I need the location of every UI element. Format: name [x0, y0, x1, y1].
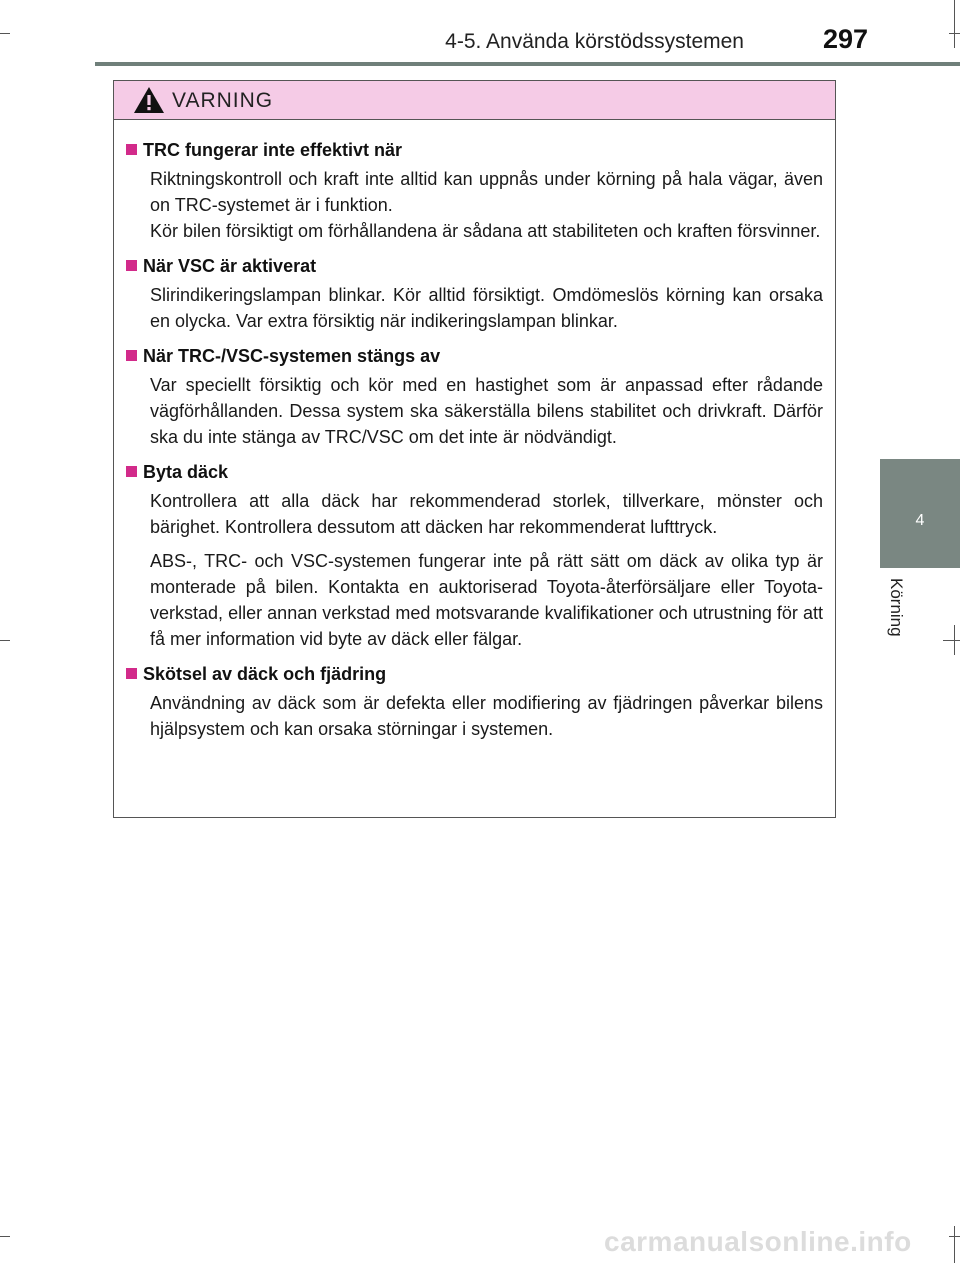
- crop-mark: [954, 1226, 955, 1263]
- crop-mark: [943, 640, 960, 641]
- section-title: 4-5. Använda körstödssystemen: [445, 30, 744, 53]
- paragraph: Kör bilen försiktigt om förhållandena är sådana att stabiliteten och kraften försvinner.: [150, 221, 821, 241]
- watermark-text: carmanualsonline.info: [604, 1226, 912, 1257]
- chapter-label-text: Körning: [887, 578, 906, 637]
- warning-body: [114, 120, 835, 742]
- item-title: När TRC-/VSC-systemen stängs av: [126, 342, 823, 370]
- crop-mark: [0, 33, 10, 34]
- warning-item: [126, 660, 823, 742]
- warning-triangle-icon: [133, 86, 165, 114]
- item-title: Byta däck: [126, 458, 823, 486]
- paragraph: ABS-, TRC- och VSC-systemen fungerar inte på rätt sätt om däck av olika typ är monterade på bilen. Kontakta en auktoriserad Toyota-återförsäljare eller Toyota-verkstad, eller annan verkstad med motsvarande kvalifikationer och utrustning för att få mer information vid byte av däck eller fälgar.: [150, 551, 823, 649]
- item-title: TRC fungerar inte effektivt när: [126, 136, 823, 164]
- warning-header: [114, 81, 835, 120]
- crop-mark: [954, 625, 955, 655]
- paragraph: Kontrollera att alla däck har rekommenderad storlek, tillverkare, mönster och bärighet. Kontrollera dessutom att däcken har rekommenderat lufttryck.: [150, 491, 823, 537]
- warning-item: [126, 342, 823, 450]
- square-bullet-icon: [126, 350, 137, 361]
- paragraph: Användning av däck som är defekta eller modifiering av fjädringen påverkar bilens hjälpsystem och kan orsaka störningar i systemen.: [150, 693, 823, 739]
- header-rule: [95, 62, 960, 66]
- page-number: 297: [822, 24, 868, 54]
- warning-item: [126, 252, 823, 334]
- square-bullet-icon: [126, 260, 137, 271]
- square-bullet-icon: [126, 466, 137, 477]
- item-title: Skötsel av däck och fjädring: [126, 660, 823, 688]
- paragraph: Var speciellt försiktig och kör med en hastighet som är anpassad efter rådande vägförhållanden. Dessa system ska säkerställa bilens stabilitet och drivkraft. Därför ska du inte stänga av TRC/VSC om det inte är nödvändigt.: [150, 375, 823, 447]
- item-title: När VSC är aktiverat: [126, 252, 823, 280]
- warning-item: [126, 136, 823, 244]
- paragraph: Slirindikeringslampan blinkar. Kör alltid försiktigt. Omdömeslös körning kan orsaka en olycka. Var extra försiktig när indikeringslampan blinkar.: [150, 285, 823, 331]
- chapter-label: [876, 578, 916, 648]
- warning-item: [126, 458, 823, 652]
- square-bullet-icon: [126, 144, 137, 155]
- warning-box: [113, 80, 836, 818]
- crop-mark: [0, 1236, 10, 1237]
- warning-label: VARNING: [172, 89, 274, 112]
- square-bullet-icon: [126, 668, 137, 679]
- crop-mark: [0, 640, 10, 641]
- crop-mark: [954, 0, 955, 48]
- chapter-number: 4: [915, 512, 925, 529]
- paragraph: Riktningskontroll och kraft inte alltid kan uppnås under körning på hala vägar, även on TRC-systemet är i funktion.: [150, 169, 823, 215]
